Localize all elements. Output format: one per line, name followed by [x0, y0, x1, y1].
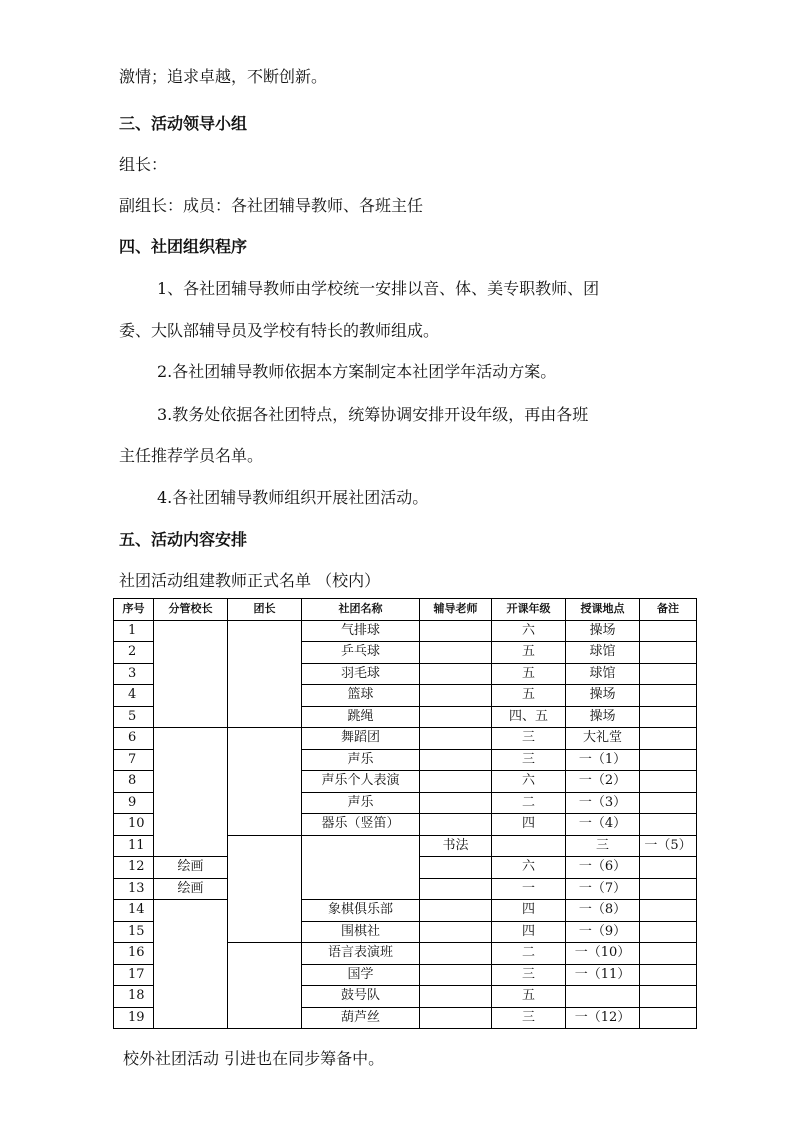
place-cell: 一（10） — [566, 943, 640, 965]
club-name: 象棋俱乐部 — [302, 900, 420, 922]
tutor-cell — [420, 814, 492, 836]
tutor-cell — [420, 1007, 492, 1029]
tutor-cell — [420, 771, 492, 793]
tutor-cell — [420, 685, 492, 707]
tutor-cell — [420, 642, 492, 664]
remark-cell — [640, 706, 697, 728]
row-number: 9 — [114, 792, 154, 814]
table-row — [114, 900, 697, 922]
place-cell: 操场 — [566, 620, 640, 642]
remark-cell — [640, 814, 697, 836]
header-leader: 团长 — [228, 599, 302, 621]
row-number: 11 — [114, 835, 154, 857]
table-row — [114, 620, 697, 642]
grade-cell: 四 — [492, 921, 566, 943]
grade-cell: 一 — [492, 878, 566, 900]
club-name: 羽毛球 — [302, 663, 420, 685]
remark-cell — [640, 749, 697, 771]
grade-cell: 五 — [492, 986, 566, 1008]
club-name: 鼓号队 — [302, 986, 420, 1008]
row-number: 18 — [114, 986, 154, 1008]
footer-note: 校外社团活动 引进也在同步筹备中。 — [123, 1049, 385, 1068]
tutor-cell — [420, 749, 492, 771]
grade-cell: 三 — [492, 749, 566, 771]
header-tutor: 辅导老师 — [420, 599, 492, 621]
leader-line: 组长： — [119, 155, 168, 174]
tutor-cell — [420, 706, 492, 728]
place-cell: 操场 — [566, 706, 640, 728]
row-number: 19 — [114, 1007, 154, 1029]
club-teacher-table — [113, 598, 697, 1029]
club-name: 舞蹈团 — [302, 728, 420, 750]
remark-cell — [640, 857, 697, 879]
club-name: 跳绳 — [302, 706, 420, 728]
tutor-cell — [420, 663, 492, 685]
row-number: 15 — [114, 921, 154, 943]
place-cell: 一（11） — [566, 964, 640, 986]
remark-cell — [640, 642, 697, 664]
remark-cell — [640, 1007, 697, 1029]
paragraph: 2.各社团辅导教师依据本方案制定本社团学年活动方案。 — [157, 362, 557, 381]
row-number: 6 — [114, 728, 154, 750]
row-number: 8 — [114, 771, 154, 793]
remark-cell — [640, 986, 697, 1008]
grade-cell: 五 — [492, 642, 566, 664]
row-number: 14 — [114, 900, 154, 922]
paragraph: 3.教务处依据各社团特点，统筹协调安排开设年级，再由各班 — [157, 405, 589, 424]
place-cell: 一（7） — [566, 878, 640, 900]
table-header-row — [114, 599, 697, 621]
grade-cell: 三 — [566, 835, 640, 857]
club-name: 葫芦丝 — [302, 1007, 420, 1029]
remark-cell — [640, 728, 697, 750]
grade-cell: 六 — [492, 620, 566, 642]
tutor-cell — [420, 792, 492, 814]
leader-cell — [228, 728, 302, 836]
club-name: 气排球 — [302, 620, 420, 642]
club-name: 围棋社 — [302, 921, 420, 943]
remark-cell — [640, 900, 697, 922]
place-cell: 一（5） — [640, 835, 697, 857]
section-heading: 五、活动内容安排 — [119, 530, 248, 549]
row-number: 7 — [114, 749, 154, 771]
header-remark: 备注 — [640, 599, 697, 621]
paragraph: 主任推荐学员名单。 — [119, 446, 264, 465]
paragraph: 委、大队部辅导员及学校有特长的教师组成。 — [119, 321, 440, 340]
grade-cell: 三 — [492, 728, 566, 750]
remark-cell — [640, 921, 697, 943]
club-name: 声乐 — [302, 749, 420, 771]
tutor-cell — [420, 728, 492, 750]
header-grade: 开课年级 — [492, 599, 566, 621]
club-name: 乒乓球 — [302, 642, 420, 664]
tutor-cell — [420, 857, 492, 879]
place-cell: 一（8） — [566, 900, 640, 922]
grade-cell: 二 — [492, 943, 566, 965]
remark-cell — [640, 878, 697, 900]
grade-cell: 三 — [492, 964, 566, 986]
tutor-cell — [420, 900, 492, 922]
principal-cell — [228, 943, 302, 1029]
place-cell: 一（12） — [566, 1007, 640, 1029]
header-principal: 分管校长 — [154, 599, 228, 621]
place-cell: 一（2） — [566, 771, 640, 793]
grade-cell: 三 — [492, 1007, 566, 1029]
header-club-name: 社团名称 — [302, 599, 420, 621]
club-name: 声乐个人表演 — [302, 771, 420, 793]
place-cell: 一（9） — [566, 921, 640, 943]
place-cell: 一（3） — [566, 792, 640, 814]
section-heading: 三、活动领导小组 — [119, 114, 248, 133]
club-name: 绘画 — [154, 857, 228, 879]
leader-cell — [154, 900, 228, 1029]
remark-cell — [640, 964, 697, 986]
principal-cell — [228, 835, 302, 943]
grade-cell: 二 — [492, 792, 566, 814]
club-name: 书法 — [420, 835, 492, 857]
club-name: 语言表演班 — [302, 943, 420, 965]
place-cell: 球馆 — [566, 663, 640, 685]
tutor-cell — [420, 620, 492, 642]
club-name: 国学 — [302, 964, 420, 986]
place-cell: 一（4） — [566, 814, 640, 836]
tutor-cell — [420, 964, 492, 986]
tutor-cell — [420, 921, 492, 943]
paragraph: 4.各社团辅导教师组织开展社团活动。 — [157, 488, 429, 507]
row-number: 16 — [114, 943, 154, 965]
place-cell: 一（6） — [566, 857, 640, 879]
tutor-cell — [420, 878, 492, 900]
place-cell: 球馆 — [566, 642, 640, 664]
tutor-cell — [420, 986, 492, 1008]
row-number: 3 — [114, 663, 154, 685]
row-number: 10 — [114, 814, 154, 836]
members-line: 副组长：成员：各社团辅导教师、各班主任 — [119, 196, 424, 215]
tutor-cell — [492, 835, 566, 857]
remark-cell — [640, 685, 697, 707]
place-cell: 一（1） — [566, 749, 640, 771]
row-number: 12 — [114, 857, 154, 879]
remark-cell — [640, 792, 697, 814]
place-cell: 大礼堂 — [566, 728, 640, 750]
club-name: 篮球 — [302, 685, 420, 707]
grade-cell: 四 — [492, 814, 566, 836]
leader-cell — [302, 835, 420, 900]
paragraph: 激情；追求卓越，不断创新。 — [119, 67, 328, 86]
principal-cell — [154, 620, 228, 728]
place-cell — [566, 986, 640, 1008]
place-cell: 操场 — [566, 685, 640, 707]
table-row — [114, 728, 697, 750]
section-heading: 四、社团组织程序 — [119, 237, 248, 256]
row-number: 1 — [114, 620, 154, 642]
row-number: 2 — [114, 642, 154, 664]
grade-cell: 六 — [492, 857, 566, 879]
remark-cell — [640, 620, 697, 642]
grade-cell: 五 — [492, 663, 566, 685]
remark-cell — [640, 943, 697, 965]
row-number: 4 — [114, 685, 154, 707]
grade-cell: 五 — [492, 685, 566, 707]
paragraph: 1、各社团辅导教师由学校统一安排以音、体、美专职教师、团 — [157, 279, 600, 298]
table-caption: 社团活动组建教师正式名单 （校内） — [119, 571, 381, 590]
remark-cell — [640, 771, 697, 793]
club-name: 器乐（竖笛） — [302, 814, 420, 836]
club-name: 声乐 — [302, 792, 420, 814]
row-number: 17 — [114, 964, 154, 986]
grade-cell: 四 — [492, 900, 566, 922]
grade-cell: 六 — [492, 771, 566, 793]
header-no: 序号 — [114, 599, 154, 621]
club-name: 绘画 — [154, 878, 228, 900]
row-number: 13 — [114, 878, 154, 900]
remark-cell — [640, 663, 697, 685]
row-number: 5 — [114, 706, 154, 728]
grade-cell: 四、五 — [492, 706, 566, 728]
leader-cell — [228, 620, 302, 728]
tutor-cell — [420, 943, 492, 965]
principal-cell — [154, 728, 228, 857]
header-place: 授课地点 — [566, 599, 640, 621]
